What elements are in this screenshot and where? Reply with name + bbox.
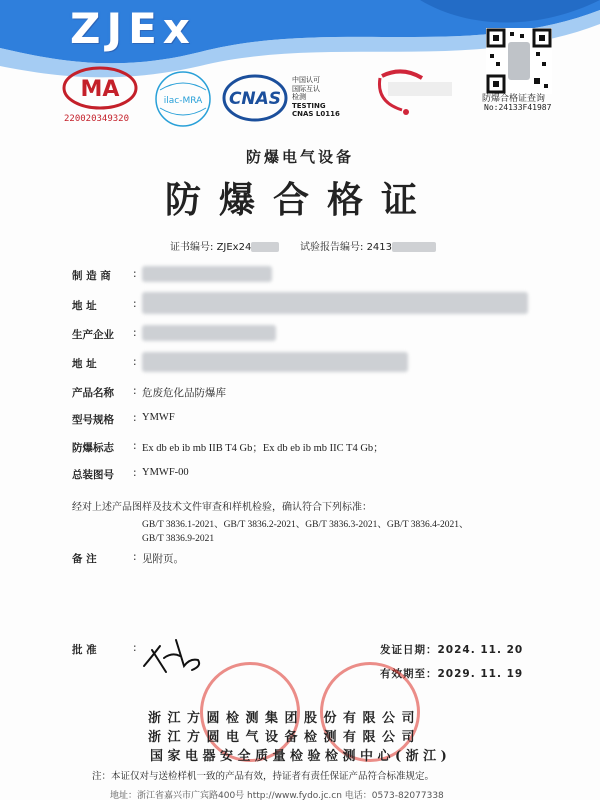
issuer-line: 浙江方圆电气设备检测有限公司 <box>148 730 422 745</box>
brand-logo: ZJEx <box>70 4 196 53</box>
subtitle: 防爆电气设备 <box>245 148 354 166</box>
approve-label: 批 准 <box>72 644 97 656</box>
model-value: YMWF <box>142 412 175 423</box>
redacted-producer <box>142 325 276 341</box>
colon: : <box>133 268 137 280</box>
certificate-number <box>170 238 279 253</box>
colon: : <box>133 440 137 452</box>
cma-logo <box>62 66 138 110</box>
remark-value: 见附页。 <box>142 554 184 565</box>
valid-date-label: 有效期至： <box>380 668 438 680</box>
approver-signature <box>140 636 210 676</box>
standards-line: GB/T 3836.1-2021、GB/T 3836.2-2021、GB/T 3836.3-2021、GB/T 3836.4-2021、 <box>142 520 469 530</box>
remark-label: 备 注 <box>72 553 97 565</box>
issuer-line: 浙江方圆检测集团股份有限公司 <box>148 711 422 726</box>
footer-address: 地址：浙江省嘉兴市广宾路400号 http://www.fydo.jc.cn 电话：0573-82077338 <box>110 791 444 800</box>
exmark-value: Ex db eb ib mb IIB T4 Gb；Ex db eb ib mb IIC T4 Gb； <box>142 443 384 454</box>
issuer-line: 国家电器安全质量检验检测中心(浙江) <box>150 749 452 764</box>
qr-number: No:24133F41987 <box>484 103 552 112</box>
colon: : <box>133 356 137 368</box>
standards-line: GB/T 3836.9-2021 <box>142 534 215 544</box>
manufacturer-label: 制 造 商 <box>72 270 111 282</box>
svg-text:MA: MA <box>80 77 120 102</box>
report-value: 2413 <box>366 242 393 253</box>
redacted-manufacturer <box>142 266 272 282</box>
qr-caption: 防爆合格证查询 <box>482 94 546 104</box>
standards-statement: 经对上述产品图样及技术文件审查和样机检验，确认符合下列标准： <box>72 502 372 513</box>
report-number <box>300 238 436 253</box>
colon: : <box>133 327 137 339</box>
qr-code <box>486 28 552 94</box>
address2-label: 地 址 <box>72 358 97 370</box>
redaction <box>251 242 279 252</box>
product-label: 产品名称 <box>72 387 114 399</box>
standards-list <box>142 518 542 546</box>
redacted-address1 <box>142 292 528 314</box>
cnas-logo <box>222 74 288 122</box>
ilac-mra-logo <box>152 70 214 128</box>
cert-label: 证书编号: <box>170 242 214 253</box>
issue-date-label: 发证日期： <box>380 644 438 656</box>
producer-label: 生产企业 <box>72 329 114 341</box>
footer-note: 注：本证仅对与送检样机一致的产品有效，持证者有责任保证产品符合标准规定。 <box>92 771 435 782</box>
valid-date-value: 2029. 11. 19 <box>437 668 524 680</box>
exmark-label: 防爆标志 <box>72 442 114 454</box>
colon: : <box>133 385 137 397</box>
model-label: 型号规格 <box>72 414 114 426</box>
assembly-label: 总装图号 <box>72 469 114 481</box>
issue-date-value: 2024. 11. 20 <box>437 644 524 656</box>
redaction <box>392 242 436 252</box>
colon: : <box>133 642 137 654</box>
colon: : <box>133 551 137 563</box>
product-value: 危废危化品防爆库 <box>142 388 226 399</box>
main-title: 防爆合格证 <box>164 179 435 221</box>
cma-number: 220020349320 <box>64 114 130 124</box>
cert-value: ZJEx24 <box>216 242 252 253</box>
redacted-address2 <box>142 352 408 372</box>
address1-label: 地 址 <box>72 300 97 312</box>
cnas-caption: 中国认可 国际互认 检测 TESTING CNAS L0116 <box>292 76 340 118</box>
colon: : <box>133 412 137 424</box>
svg-text:CNAS: CNAS <box>228 89 282 109</box>
fangyuan-logo <box>372 66 456 116</box>
colon: : <box>133 467 137 479</box>
report-label: 试验报告编号: <box>300 242 364 253</box>
issue-date <box>380 642 523 657</box>
svg-text:ilac-MRA: ilac-MRA <box>163 96 203 106</box>
colon: : <box>133 298 137 310</box>
assembly-value: YMWF-00 <box>142 467 189 478</box>
